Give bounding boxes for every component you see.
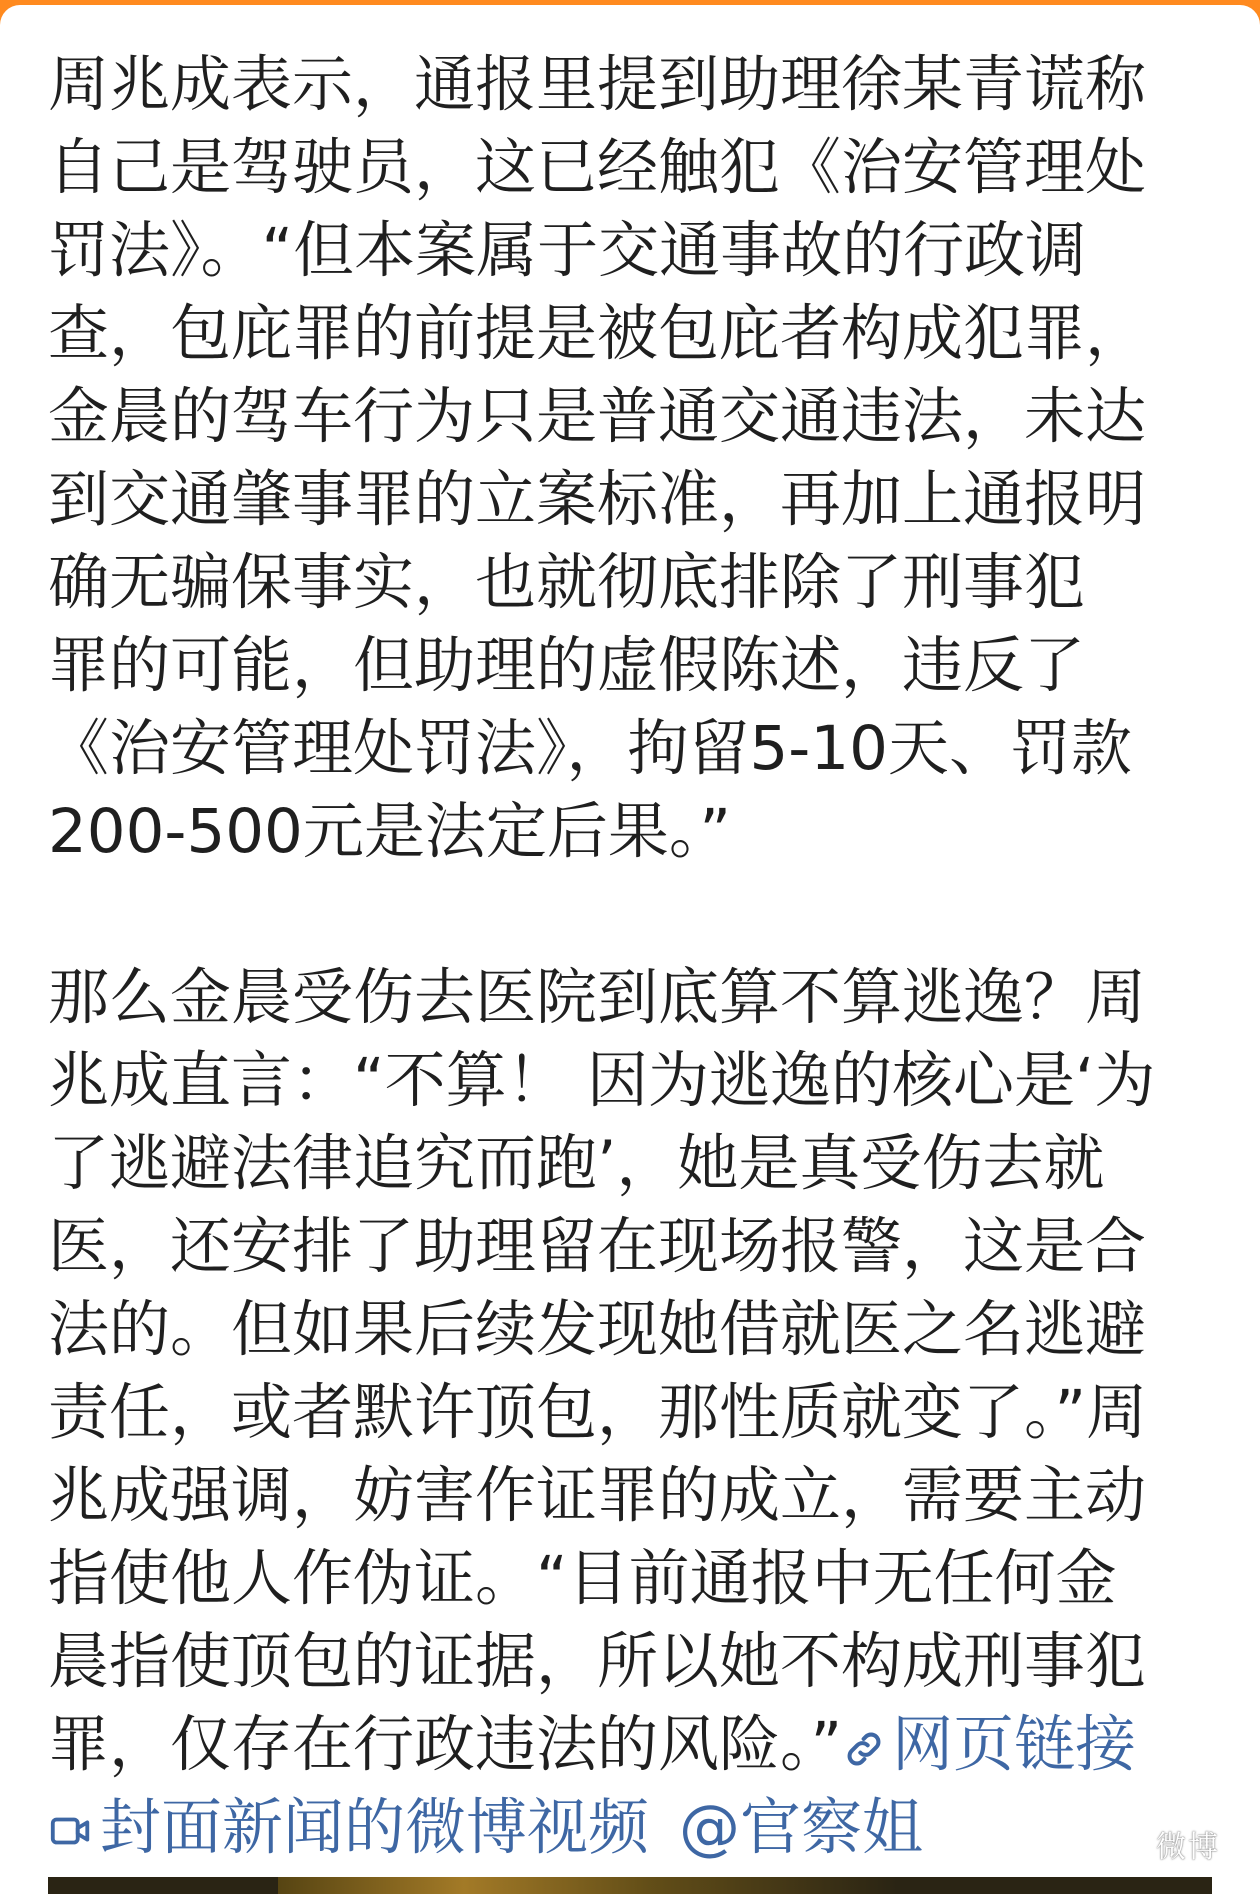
video-link[interactable] [48,1792,649,1863]
text-line: 到交通肇事罪的立案标准，再加上通报明 [48,464,1147,535]
text-line: 兆成强调，妨害作证罪的成立，需要主动 [48,1460,1147,1531]
paragraph-gap [48,873,1228,956]
link-icon [842,1727,886,1771]
video-link-label[interactable]: 封面新闻的微博视频 [100,1792,650,1863]
thumbnail-glow [278,1877,898,1894]
text-line: 责任，或者默许顶包，那性质就变了。”周 [48,1377,1148,1448]
text-line: 200-500元是法定后果。” [48,796,731,867]
text-line: 晨指使顶包的证据，所以她不构成刑事犯 [48,1626,1147,1697]
text-line: 周兆成表示，通报里提到助理徐某青谎称 [48,49,1147,120]
video-thumbnail-edge[interactable] [48,1877,1212,1894]
text-line: 查，包庇罪的前提是被包庇者构成犯罪， [48,298,1147,369]
text-line: 了逃避法律追究而跑’，她是真受伤去就 [48,1128,1105,1199]
user-mention[interactable]: @官察姐 [679,1792,924,1863]
text-line-last: 罪，仅存在行政违法的风险。” [48,1709,843,1780]
text-line: 罪的可能，但助理的虚假陈述，违反了 [48,630,1086,701]
text-line: 罚法》。“但本案属于交通事故的行政调 [48,215,1087,286]
video-icon [48,1808,94,1854]
post-page [0,5,1260,1894]
text-line: 金晨的驾车行为只是普通交通违法，未达 [48,381,1147,452]
text-line: 医，还安排了助理留在现场报警，这是合 [48,1211,1147,1282]
text-line: 那么金晨受伤去医院到底算不算逃逸？周 [48,962,1147,1033]
text-line: 确无骗保事实，也就彻底排除了刑事犯 [48,547,1086,618]
web-link[interactable] [842,1709,1136,1780]
text-line: 指使他人作伪证。“目前通报中无任何金 [48,1543,1117,1614]
text-line-with-video [48,1786,1228,1869]
text-line: 兆成直言：“不算！ 因为逃逸的核心是‘为 [48,1045,1156,1116]
text-line-with-link [48,1703,1228,1786]
text-line: 《治安管理处罚法》，拘留5-10天、罚款 [48,713,1132,784]
web-link-label[interactable]: 网页链接 [892,1709,1137,1780]
weibo-watermark: 微博 [1156,1830,1220,1865]
text-line: 自己是驾驶员，这已经触犯《治安管理处 [48,132,1147,203]
article-body [48,43,1228,1869]
text-line: 法的。但如果后续发现她借就医之名逃避 [48,1294,1147,1365]
